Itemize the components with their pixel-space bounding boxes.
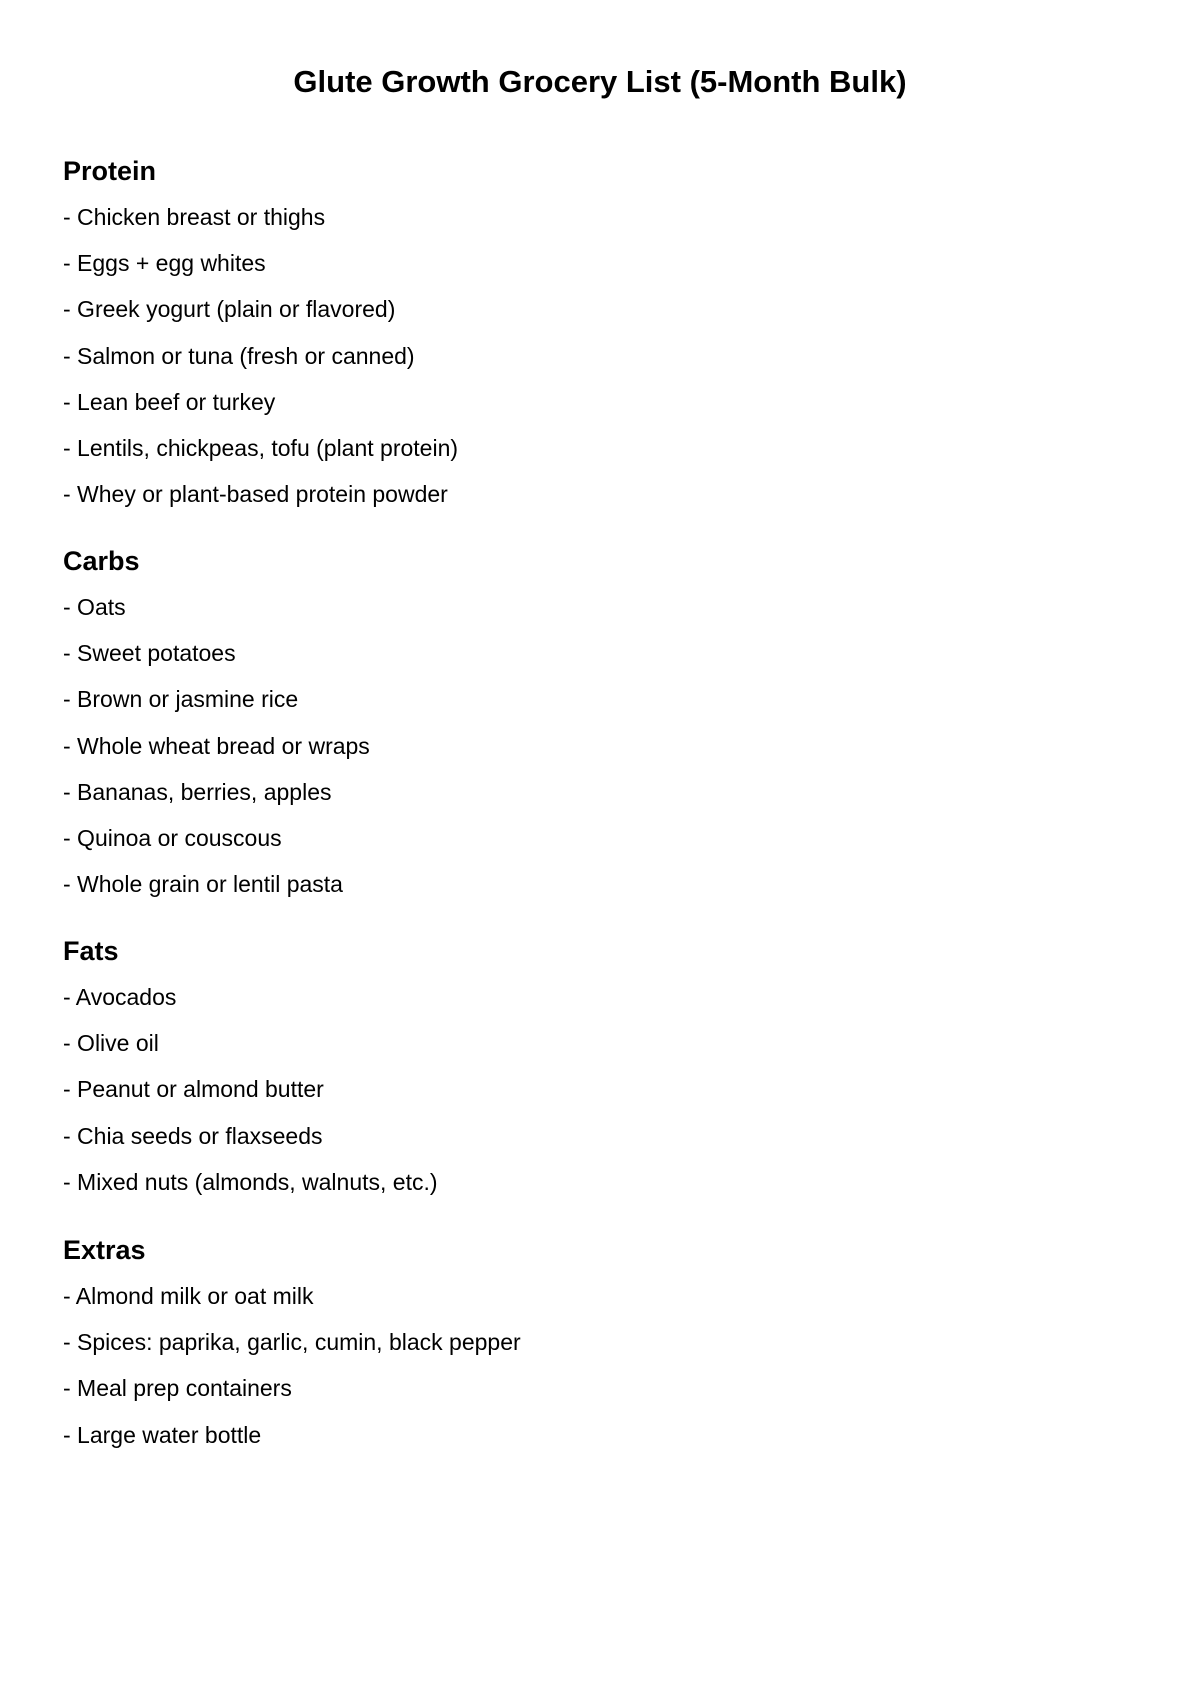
item-list (63, 982, 1063, 1197)
list-item: - Whole grain or lentil pasta (63, 871, 343, 898)
list-item: - Meal prep containers (63, 1375, 292, 1402)
list-item: - Spices: paprika, garlic, cumin, black pepper (63, 1329, 521, 1356)
list-item: - Brown or jasmine rice (63, 686, 299, 713)
list-item: - Chicken breast or thighs (63, 204, 326, 230)
section-heading: Protein (63, 156, 157, 186)
list-item: - Bananas, berries, apples (63, 778, 332, 805)
list-item: - Peanut or almond butter (63, 1076, 324, 1103)
section-extras (63, 1233, 1063, 1450)
list-item: - Almond milk or oat milk (63, 1283, 314, 1309)
section-heading: Extras (63, 1235, 146, 1265)
item-list (63, 592, 1063, 899)
list-item: - Sweet potatoes (63, 640, 236, 667)
list-item: - Oats (63, 594, 126, 620)
section-heading: Fats (63, 936, 119, 966)
section-carbs (63, 544, 1063, 899)
list-item: - Eggs + egg whites (63, 250, 266, 277)
list-item: - Greek yogurt (plain or flavored) (63, 296, 396, 323)
list-item: - Whole wheat bread or wraps (63, 732, 370, 759)
list-item: - Lentils, chickpeas, tofu (plant protein) (63, 434, 459, 461)
page-title: Glute Growth Grocery List (5-Month Bulk) (293, 64, 907, 99)
list-item: - Olive oil (63, 1030, 159, 1057)
list-item: - Mixed nuts (almonds, walnuts, etc.) (63, 1168, 438, 1195)
section-fats (63, 934, 1063, 1197)
list-item: - Avocados (63, 984, 177, 1010)
section-heading: Carbs (63, 546, 140, 576)
list-item: - Whey or plant-based protein powder (63, 481, 448, 508)
list-item: - Quinoa or couscous (63, 824, 282, 851)
section-protein (63, 154, 1063, 509)
list-item: - Large water bottle (63, 1421, 262, 1448)
item-list (63, 202, 1063, 509)
item-list (63, 1281, 1063, 1450)
list-item: - Lean beef or turkey (63, 388, 276, 415)
list-item: - Salmon or tuna (fresh or canned) (63, 342, 415, 369)
list-item: - Chia seeds or flaxseeds (63, 1122, 323, 1149)
